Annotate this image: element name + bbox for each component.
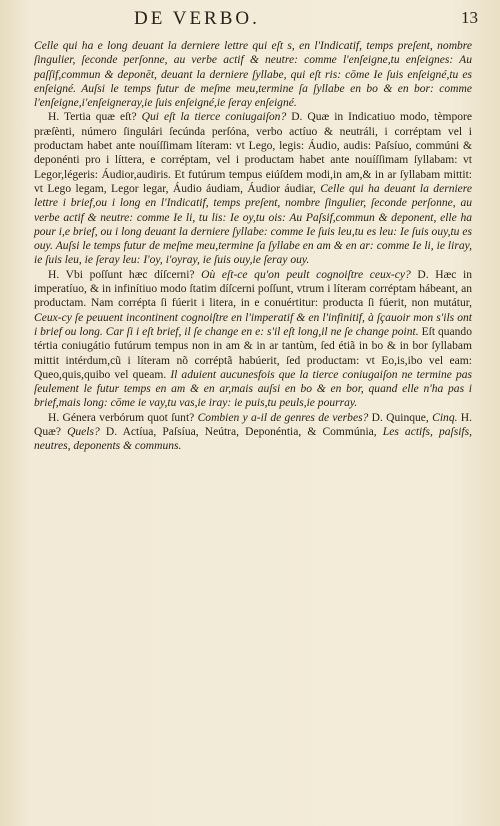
running-head: DE VERBO. bbox=[134, 8, 260, 29]
french-answer: Cinq. bbox=[432, 411, 461, 424]
french-gloss: Ceux-cy ſe peuuent incontinent cognoiſtre en l'imperatif & en l'infinitif, à ſçauoir mon s'ils ont i brief ou long. Car ſi i eſt brief, il ſe change en e: s'il eſt long,il ne ſe change point. bbox=[34, 311, 472, 338]
latin-text: Eſt quando tértia coniugátio futúrum tempus non in am & in ar tantùm, ſed étiã in bo & in bor ſyllabam mittit intérdum,cũ i líteram nõ corréptã habúerit, ſed productam: vt Eo,is,ibo vel eam: Queo,quis,quibo vel queam. bbox=[34, 325, 472, 381]
french-question: Combien y a-il de genres de verbes? bbox=[197, 411, 372, 424]
french-question: Qui eſt la tierce coniugaiſon? bbox=[141, 111, 292, 124]
french-gloss: Celle qui ha deuant la derniere lettre i brief,ou i long en l'Indicatif, temps preſent, nombre ſingulier, ſeconde perſonne, au verbe actif & neutre: comme Ie li, tu lis: Ie oy,tu ois: Au Paſsif,commun & deponent, elle ha pour i,e brief, ou i long deuant la derniere ſyllabe: comme Ie ſuis leu,tu es leu: Ie ſuis ouy,tu es ouy. Auſsi le temps futur de meſme meu,termine ſa ſyllabe en am & en ar: comme Ie li, ie liray, ie ſuis leu, ie ſeray leu: I'oy, i'oyray, ie ſuis ouy,ie ſeray ouy. bbox=[34, 182, 472, 267]
french-question: Quels? bbox=[67, 426, 106, 439]
latin-answer: D. Quæ in Indicatiuo modo, tèmpore præſènti, número ſingulári ſecúnda perſóna, verbo actíuo & neutráli, i corréptam vel i productam habet ante nouíſſimam líteram: vt Lego, legis: Áudio, audis: Paſsíuo, commúni & deponénti pro i líttera, e corréptam, vel i productam habet ante nouíſſimam ſyllabam: vt Legor,légeris: Áudior,audiris. Et futúrum tempus eiúſdem modi,in am,& in ar ſyllabam mittit: vt Lego legam, Legor legar, Áudio áudiam, Áudior áudiar, bbox=[34, 111, 472, 195]
latin-question: H. Tertia quæ eſt? bbox=[48, 111, 142, 124]
latin-question: H. Génera verbórum quot ſunt? bbox=[48, 411, 198, 424]
french-gloss: Les actifs, paſsifs, neutres, deponents & communs. bbox=[34, 426, 472, 453]
french-gloss: Il aduient aucunesfois que la tierce coniugaiſon ne termine pas ſeulement le futur temps en am & en ar,mais auſsi en bo & en bor, quand elle n'ha pas i brief,mais long: cōme ie vay,tu vas,ie iray: ie puis,tu peuls,ie pourray. bbox=[34, 368, 472, 410]
paragraph-3 bbox=[34, 268, 472, 411]
latin-answer: D. Hæc in imperatíuo, & in infinítiuo modo ſtatim díſcerni poſſunt, vtrum i líteram corréptam hábeant, an productam. Nam corrépta ſi fúerit i litera, in e conuértitur: producta ſi fúerit, non mutátur, bbox=[34, 268, 472, 310]
latin-answer: D. Quinque, bbox=[371, 411, 433, 424]
paragraph-4 bbox=[34, 411, 472, 454]
french-question: Où eſt-ce qu'on peult cognoiſtre ceux-cy? bbox=[201, 268, 418, 281]
latin-question: H. Vbi poſſunt hæc díſcerni? bbox=[48, 268, 202, 281]
paragraph-1 bbox=[34, 39, 472, 110]
page-number: 13 bbox=[461, 8, 478, 27]
french-gloss: Celle qui ha e long deuant la derniere lettre qui eſt s, en l'Indicatif, temps preſent, nombre ſingulier, ſeconde perſonne, au verbe actif & neutre: comme l'enſeigne,tu enſeignes: Au paſſif,commun & deponēt, deuant la derniere ſyllabe, qui eſt ris: cōme Ie ſuis enſeigné,tu es enſeigné. Auſsi le temps futur de meſme meu,termine ſa ſyllabe en bo & en bor: comme l'enſeigne,i'enſeigneray,ie ſuis enſeigné,ie ſeray enſeigné. bbox=[34, 40, 472, 110]
page-header bbox=[0, 4, 500, 36]
paragraph-2 bbox=[34, 110, 472, 267]
body-text bbox=[34, 39, 472, 454]
latin-question: H. Quæ? bbox=[34, 411, 473, 439]
latin-answer: D. Actíua, Paſsíua, Neútra, Deponéntia, & Commúnia, bbox=[105, 426, 383, 439]
